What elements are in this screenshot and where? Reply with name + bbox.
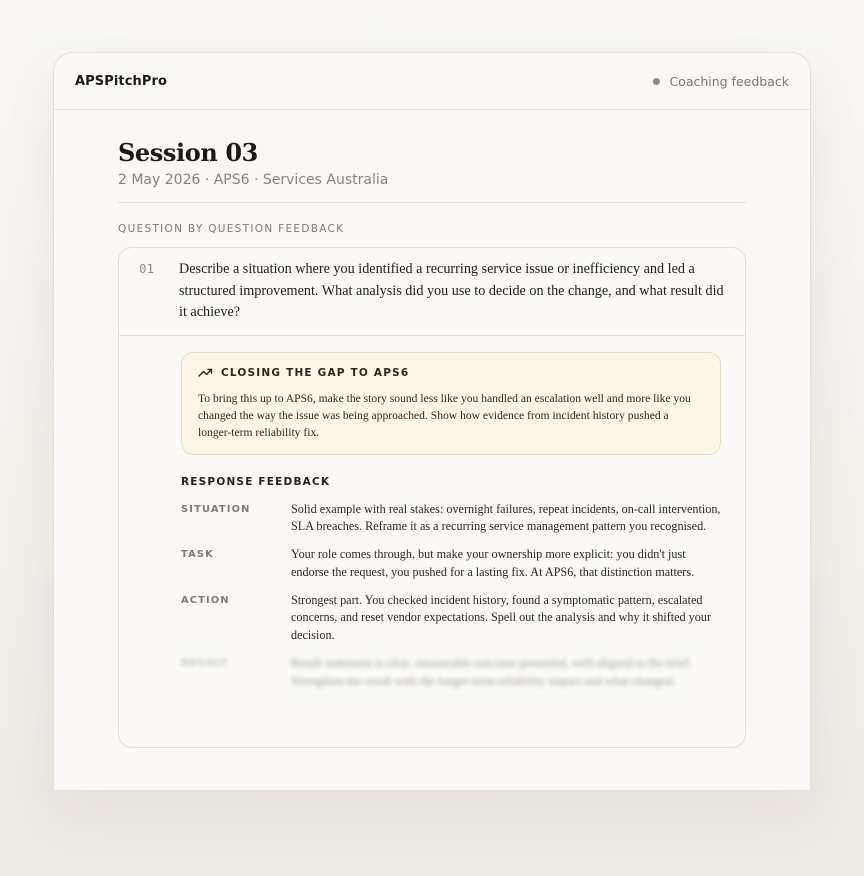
question-feedback-body <box>119 336 745 691</box>
gap-callout-title: CLOSING THE GAP TO APS6 <box>221 366 410 379</box>
feedback-value: Solid example with real stakes: overnight failures, repeat incidents, on-call intervention, SLA breaches. Reframe it as a recurring service management pattern you recognised. <box>291 501 721 534</box>
top-bar <box>54 53 810 110</box>
app-window <box>53 52 811 790</box>
question-number: 01 <box>139 261 155 276</box>
status-label: Coaching feedback <box>669 73 789 89</box>
page-title: Session 03 <box>118 138 258 167</box>
session-meta: 2 May 2026 · APS6 · Services Australia <box>118 172 746 203</box>
feedback-value: Your role comes through, but make your ownership more explicit: you didn't just endorse the request, you pushed for a lasting fix. At APS6, that distinction matters. <box>291 547 695 579</box>
question-text: Describe a situation where you identified a recurring service issue or inefficiency and led a structured improvement. What analysis did you use to decide on the change, and what result did it achieve? <box>179 261 724 320</box>
brand-logo[interactable]: APSPitchPro <box>75 73 168 89</box>
response-feedback-label: RESPONSE FEEDBACK <box>181 475 331 488</box>
feedback-key: TASK <box>181 549 214 561</box>
gap-callout <box>181 352 721 455</box>
section-label: QUESTION BY QUESTION FEEDBACK <box>118 223 345 235</box>
feedback-row-action <box>181 592 721 645</box>
trending-up-icon <box>198 367 213 378</box>
feedback-key: ACTION <box>181 594 230 606</box>
status-indicator <box>653 74 789 89</box>
feedback-row-situation <box>181 501 721 537</box>
question-card <box>118 247 746 748</box>
feedback-row-result <box>181 655 721 691</box>
gap-callout-text: To bring this up to APS6, make the story sound less like you handled an escalation well and more like you changed the way the issue was being approached. Show how evidence from incident history pushed a longer-term reliability fix. <box>198 391 691 439</box>
feedback-key: RESULT <box>181 658 229 670</box>
feedback-row-task <box>181 546 721 582</box>
feedback-key: SITUATION <box>181 503 251 515</box>
question-header[interactable] <box>119 248 745 336</box>
gap-callout-header <box>198 367 704 379</box>
feedback-value: Result statement is clear, measurable outcome presented, well-aligned to the brief. Strengthen the result with the longer-term reliability impact and what changed. <box>291 656 693 688</box>
main-content <box>54 110 810 748</box>
response-feedback-list <box>181 501 721 691</box>
feedback-value: Strongest part. You checked incident history, found a symptomatic pattern, escalated concerns, and reset vendor expectations. Spell out the analysis and why it shifted your decision. <box>291 592 712 643</box>
status-dot-icon <box>653 78 660 85</box>
